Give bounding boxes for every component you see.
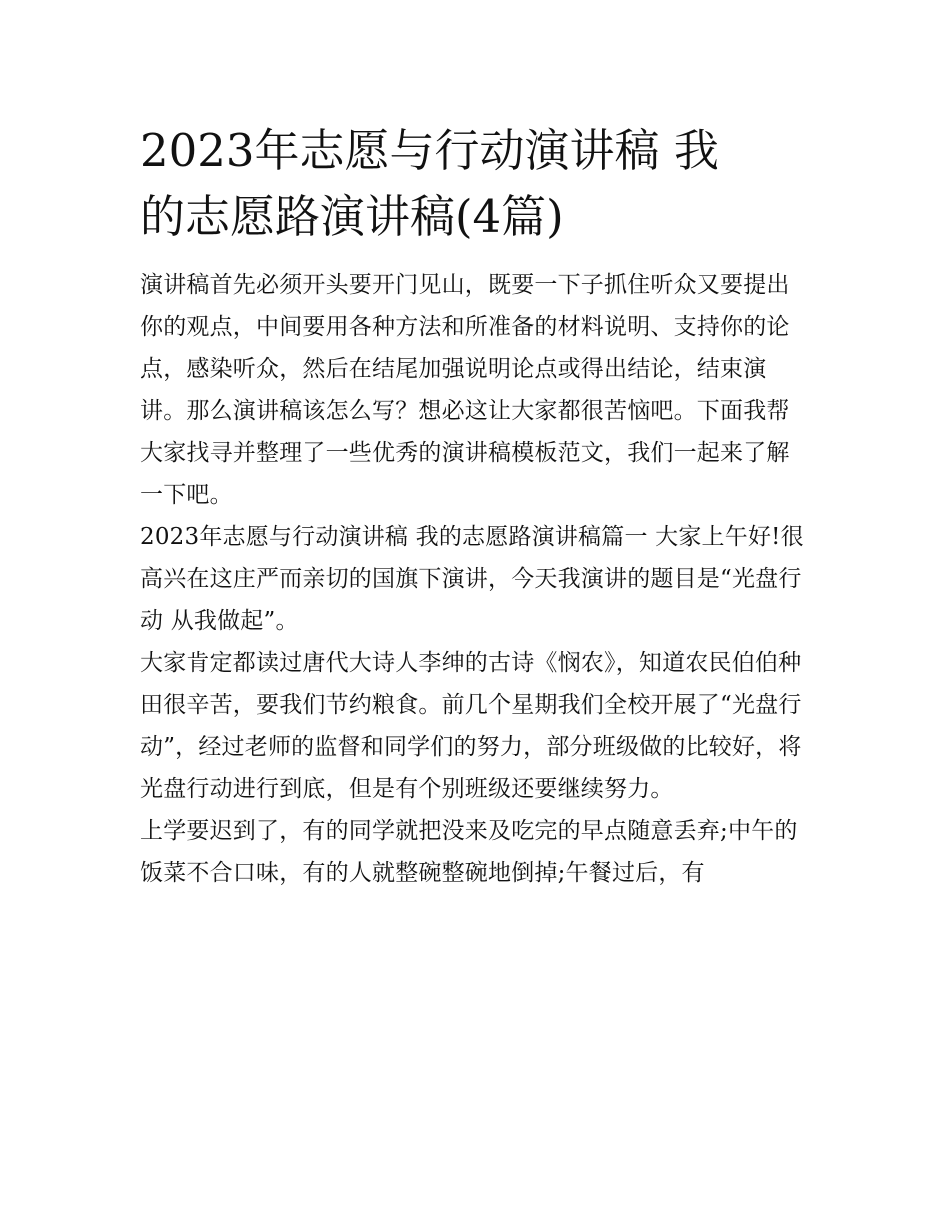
intro-paragraph: 演讲稿首先必须开头要开门见山，既要一下子抓住听众又要提出你的观点，中间要用各种方法和所准备的材料说明、支持你的论点，感染听众，然后在结尾加强说明论点或得出结论，结束演讲。那么演讲稿该怎么写？想必这让大家都很苦恼吧。下面我帮大家找寻并整理了一些优秀的演讲稿模板范文，我们一起来了解一下吧。 [140,272,790,508]
document-page [140,118,812,894]
document-title [140,118,812,250]
title-line-2: 的志愿路演讲稿(4篇) [140,190,564,243]
title-line-1: 2023年志愿与行动演讲稿 我 [140,124,719,177]
body-paragraph-1: 2023年志愿与行动演讲稿 我的志愿路演讲稿篇一 大家上午好!很高兴在这庄严而亲切的国旗下演讲，今天我演讲的题目是“光盘行动 从我做起”。 [140,524,804,634]
body-paragraph-2: 大家肯定都读过唐代大诗人李绅的古诗《悯农》，知道农民伯伯种田很辛苦，要我们节约粮食。前几个星期我们全校开展了“光盘行动”，经过老师的监督和同学们的努力，部分班级做的比较好，将光盘行动进行到底，但是有个别班级还要继续努力。 [140,650,802,802]
body-paragraph-3: 上学要迟到了，有的同学就把没来及吃完的早点随意丢弃;中午的饭菜不合口味，有的人就整碗整碗地倒掉;午餐过后，有 [140,818,798,886]
